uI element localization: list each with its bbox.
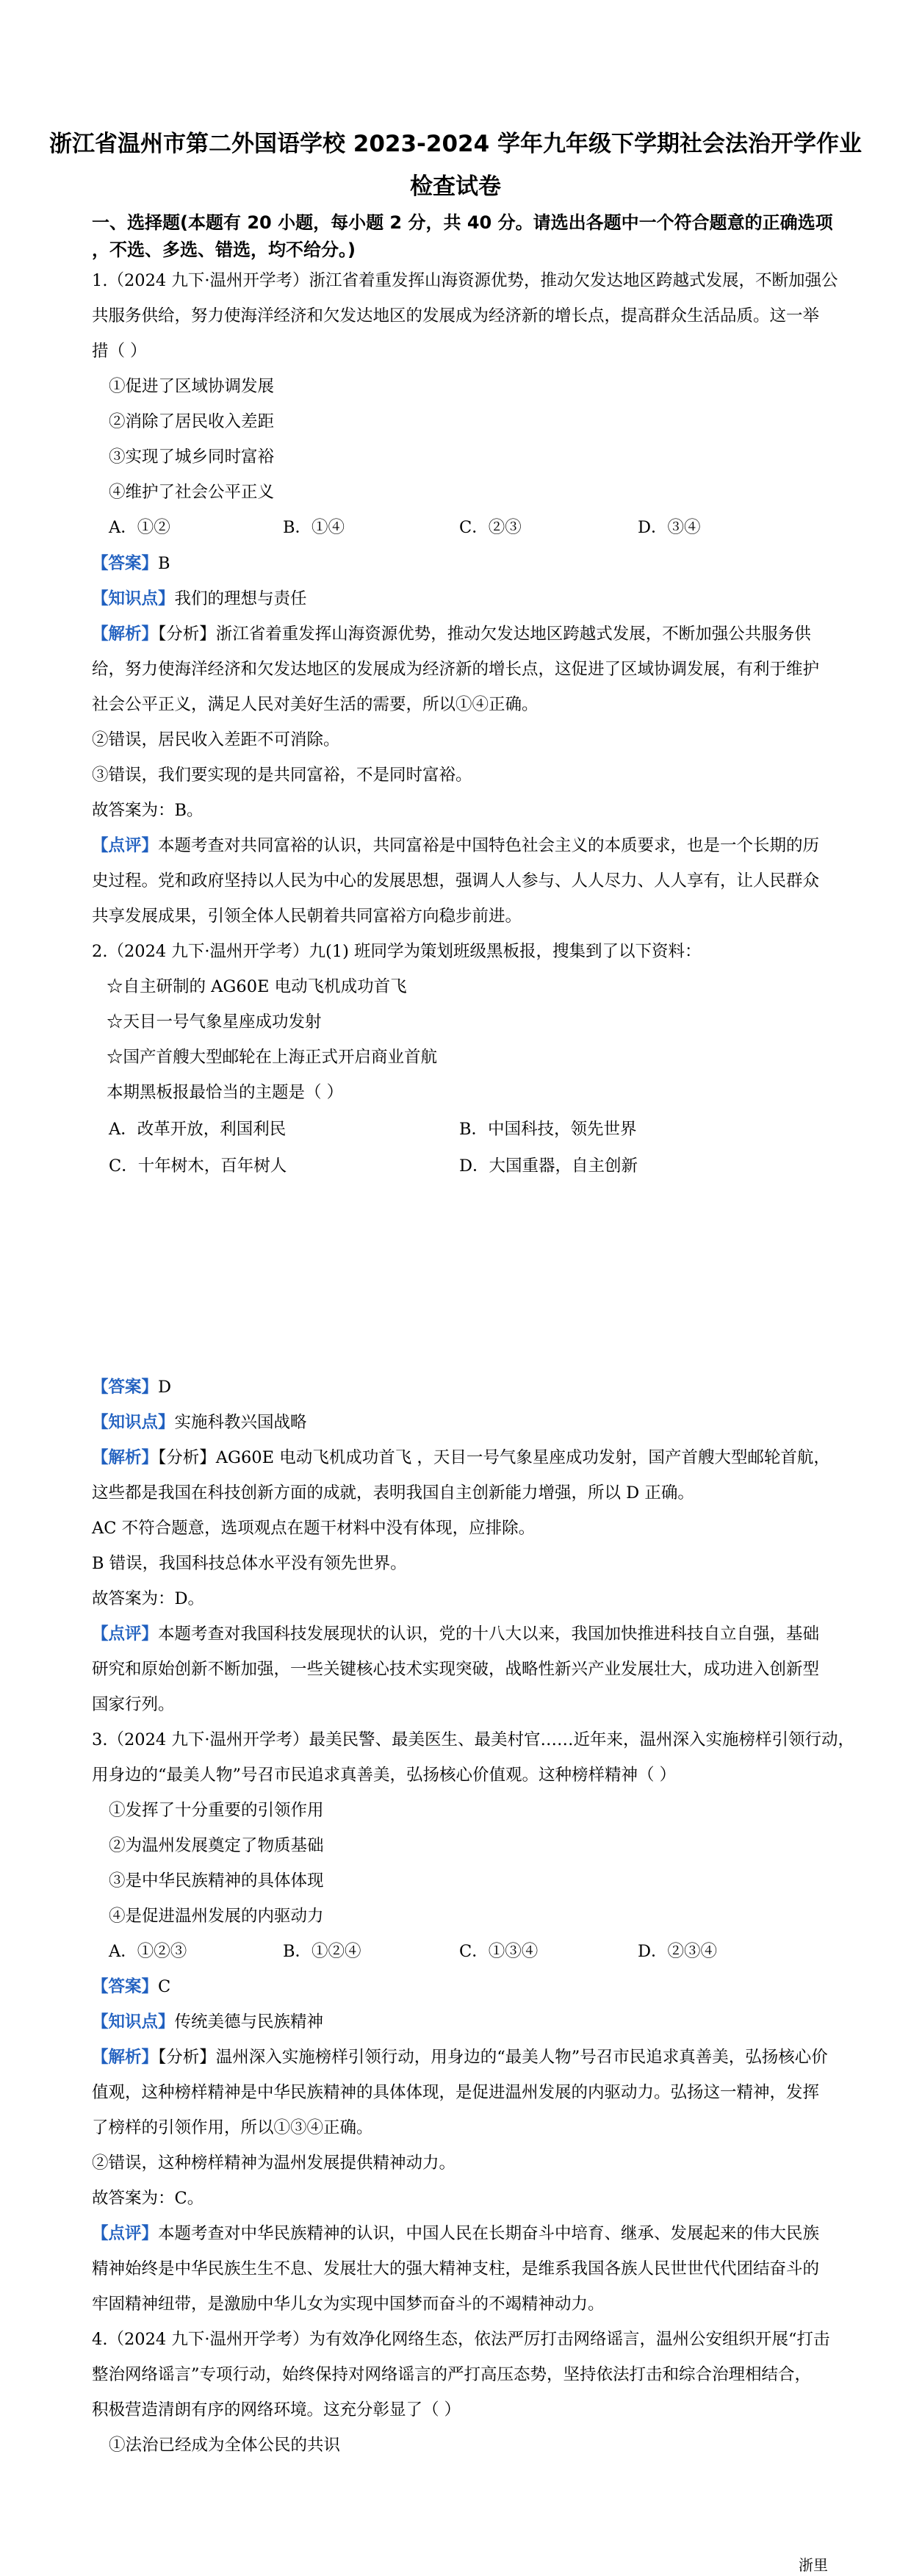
q1-answer-value: B [158,554,170,573]
answer-label: 【答案】 [92,554,159,573]
q1-item: ③实现了城乡同时富裕 [109,447,275,467]
q3-item: ③是中华民族精神的具体体现 [109,1871,324,1890]
q1-answer [92,553,827,575]
q2-option-b: B．中国科技，领先世界 [459,1120,637,1139]
q3-analysis-line: 故答案为：C。 [92,2189,204,2208]
q4-item: ①法治已经成为全体公民的共识 [109,2436,341,2455]
q1-analysis-text: 【分析】浙江省着重发挥山海资源优势，推动欠发达地区跨越式发展，不断加强公共服务供 [158,625,811,644]
q1-option-a: A．①② [109,518,170,537]
q3-comment-text: 本题考查对中华民族精神的认识，中国人民在长期奋斗中培育、继承、发展起来的伟大民族 [158,2224,820,2243]
q3-option-c: C．①③④ [459,1942,539,1961]
q2-material: ☆自主研制的 AG60E 电动飞机成功首飞 [107,977,407,996]
q2-material: ☆国产首艘大型邮轮在上海正式开启商业首航 [107,1048,438,1067]
q2-knowledge [92,1411,827,1433]
q2-comment-line [92,1623,827,1645]
knowledge-label: 【知识点】 [92,2012,175,2032]
q4-stem-line: 4.（2024 九下·温州开学考）为有效净化网络生态，依法严厉打击网络谣言，温州公安组织开展“打击 [92,2330,830,2349]
q1-stem-line: 1.（2024 九下·温州开学考）浙江省着重发挥山海资源优势，推动欠发达地区跨越式发展，不断加强公 [92,271,838,290]
q3-item: ①发挥了十分重要的引领作用 [109,1801,324,1820]
q3-item: ②为温州发展奠定了物质基础 [109,1836,324,1855]
q3-analysis-text: 【分析】温州深入实施榜样引领行动，用身边的“最美人物”号召市民追求真善美，弘扬核心价 [158,2048,828,2067]
knowledge-label: 【知识点】 [92,1413,175,1432]
q1-comment-line: 史过程。党和政府坚持以人民为中心的发展思想，强调人人参与、人人尽力、人人享有，让人民群众 [92,871,820,891]
q3-comment-line: 精神始终是中华民族生生不息、发展壮大的强大精神支柱，是维系我国各族人民世世代代团结奋斗的 [92,2259,820,2278]
q2-analysis-line: AC 不符合题意，选项观点在题干材料中没有体现，应排除。 [92,1519,536,1538]
q2-analysis-line [92,1447,830,1469]
q2-option-a: A．改革开放，利国利民 [109,1120,287,1139]
q1-analysis-line: 故答案为：B。 [92,801,204,820]
q2-stem-line: 2.（2024 九下·温州开学考）九(1) 班同学为策划班级黑板报，搜集到了以下资料： [92,942,702,961]
q3-comment-line [92,2223,827,2245]
q4-stem-line: 整治网络谣言”专项行动，始终保持对网络谣言的严打高压态势，坚持依法打击和综合治理相结合， [92,2365,812,2384]
section-heading-line2: ，不选、多选、错选，均不给分。) [92,240,356,260]
q1-analysis-line: ③错误，我们要实现的是共同富裕，不是同时富裕。 [92,766,472,785]
q1-option-c: C．②③ [459,518,522,537]
q3-stem-line: 用身边的“最美人物”号召市民追求真善美，弘扬核心价值观。这种榜样精神（ ） [92,1766,677,1785]
q1-item: ①促进了区域协调发展 [109,377,275,396]
q3-option-b: B．①②④ [283,1942,361,1961]
q2-analysis-line: B 错误，我国科技总体水平没有领先世界。 [92,1554,407,1573]
analysis-label: 【解析】 [92,625,159,644]
q1-knowledge [92,588,827,610]
comment-label: 【点评】 [92,1625,159,1644]
q1-analysis-line: 给，努力使海洋经济和欠发达地区的发展成为经济新的增长点，这促进了区域协调发展，有利于维护 [92,660,820,679]
comment-label: 【点评】 [92,2224,159,2243]
q1-option-d: D．③④ [638,518,701,537]
q2-analysis-line: 故答案为：D。 [92,1589,205,1608]
page-footer: 浙里 [799,2556,828,2574]
q3-analysis-line: 值观，这种榜样精神是中华民族精神的具体体现，是促进温州发展的内驱动力。弘扬这一精神，发挥 [92,2083,820,2102]
q2-analysis-text: 【分析】AG60E 电动飞机成功首飞 ，天目一号气象星座成功发射，国产首艘大型邮轮首航， [158,1448,830,1467]
answer-label: 【答案】 [92,1378,159,1397]
q3-option-a: A．①②③ [109,1942,187,1961]
q1-comment-line: 共享发展成果，引领全体人民朝着共同富裕方向稳步前进。 [92,907,522,926]
q1-analysis-line: ②错误，居民收入差距不可消除。 [92,730,340,749]
q2-option-d: D．大国重器，自主创新 [459,1156,638,1176]
q1-item: ②消除了居民收入差距 [109,412,275,431]
q4-stem-line: 积极营造清朗有序的网络环境。这充分彰显了（ ） [92,2400,461,2420]
q3-analysis-line: ②错误，这种榜样精神为温州发展提供精神动力。 [92,2154,456,2173]
q1-comment-line [92,835,827,857]
q3-answer-value: C [158,1977,171,1996]
q3-answer [92,1976,827,1998]
q1-analysis-line: 社会公平正义，满足人民对美好生活的需要，所以①④正确。 [92,695,539,714]
knowledge-label: 【知识点】 [92,589,175,608]
comment-label: 【点评】 [92,836,159,855]
q3-stem-line: 3.（2024 九下·温州开学考）最美民警、最美医生、最美村官……近年来，温州深入实施榜样引领行动， [92,1730,855,1749]
q2-analysis-line: 这些都是我国在科技创新方面的成就，表明我国自主创新能力增强，所以 D 正确。 [92,1483,694,1503]
q2-knowledge-value: 实施科教兴国战略 [174,1413,307,1432]
q2-stem-line: 本期黑板报最恰当的主题是（ ） [107,1083,344,1102]
q2-comment-text: 本题考查对我国科技发展现状的认识，党的十八大以来，我国加快推进科技自立自强，基础 [158,1625,820,1644]
q3-analysis-line: 了榜样的引领作用，所以①③④正确。 [92,2118,373,2137]
q2-option-c: C．十年树木，百年树人 [109,1156,287,1176]
section-heading-line1: 一、选择题(本题有 20 小题，每小题 2 分，共 40 分。请选出各题中一个符合题意的正确选项 [92,212,833,233]
q2-answer-value: D [158,1378,172,1397]
q1-item: ④维护了社会公平正义 [109,483,275,502]
q3-item: ④是促进温州发展的内驱动力 [109,1907,324,1926]
analysis-label: 【解析】 [92,2048,159,2067]
q2-material: ☆天目一号气象星座成功发射 [107,1012,322,1032]
exam-title-line1: 浙江省温州市第二外国语学校 2023-2024 学年九年级下学期社会法治开学作业 [48,131,862,157]
q3-option-d: D．②③④ [638,1942,718,1961]
q2-answer [92,1376,827,1398]
q1-option-b: B．①④ [283,518,345,537]
q1-knowledge-value: 我们的理想与责任 [174,589,307,608]
q1-analysis-line [92,623,827,645]
analysis-label: 【解析】 [92,1448,159,1467]
q3-knowledge-value: 传统美德与民族精神 [174,2012,324,2032]
answer-label: 【答案】 [92,1977,159,1996]
exam-title-line2: 检查试卷 [410,173,501,200]
q2-comment-line: 研究和原始创新不断加强，一些关键核心技术实现突破，战略性新兴产业发展壮大，成功进入创新型 [92,1660,820,1679]
q1-stem-line: 措（ ） [92,342,147,361]
q3-comment-line: 牢固精神纽带，是激励中华儿女为实现中国梦而奋斗的不竭精神动力。 [92,2295,605,2314]
q3-analysis-line [92,2046,827,2068]
q2-comment-line: 国家行列。 [92,1695,175,1714]
q1-stem-line: 共服务供给，努力使海洋经济和欠发达地区的发展成为经济新的增长点，提高群众生活品质。这一举 [92,306,820,325]
q1-comment-text: 本题考查对共同富裕的认识，共同富裕是中国特色社会主义的本质要求，也是一个长期的历 [158,836,820,855]
q3-knowledge [92,2011,827,2033]
